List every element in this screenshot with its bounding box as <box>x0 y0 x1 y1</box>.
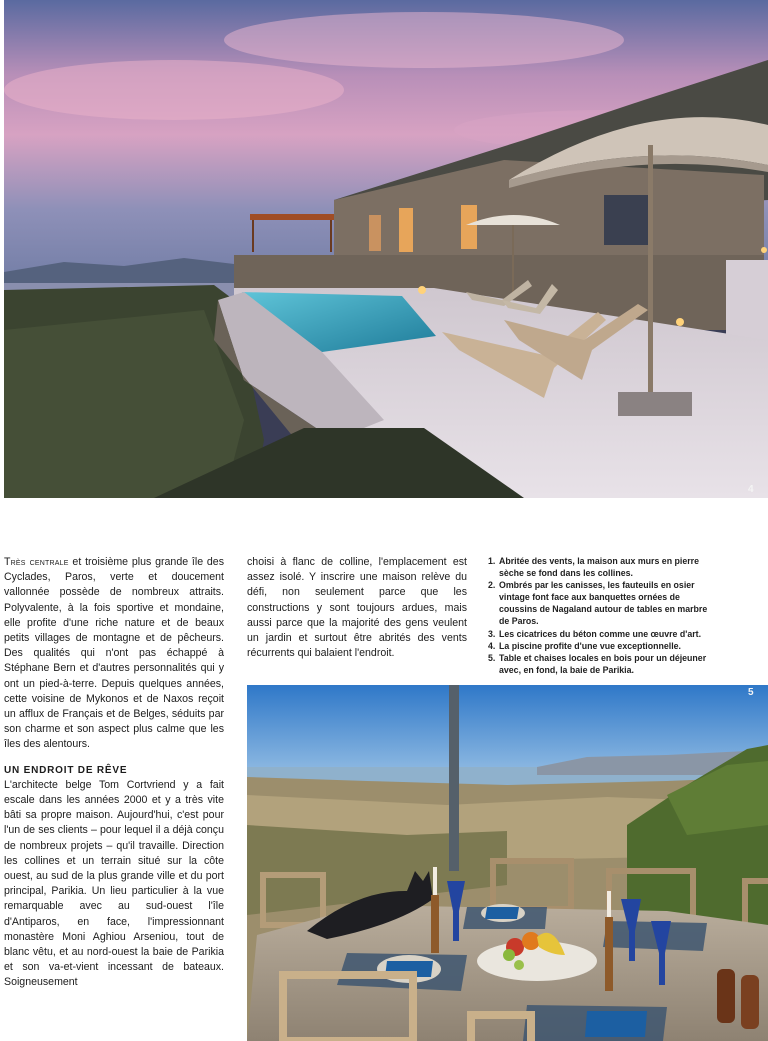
intro-text: et troisième plus grande île des Cyclades, Paros, verte et doucement vallonnée possède de nombreux attraits. Polyvalente, à la fois sportive et mondaine, elle profite d'une riche nature et de beaux petits villages de montagne et de pêcheurs. Des qualités qui n'ont pas échappé à Stéphane Bern et d'autres personnalités qui y ont un pied-à-terre. Depuis quelques années, cette voisine de Mykonos et de Naxos reçoit un afflux de Français et de Belges, séduits par son charme et son aspect plus calme que les îles des alentours. <box>4 556 224 751</box>
photo-number: 4 <box>748 484 754 495</box>
villa-pool-photo <box>4 0 768 498</box>
article-column-1 <box>4 555 224 991</box>
caption-item: 2. Ombrés par les canisses, les fauteuils en osier vintage font face aux banquettes ornées de coussins de Nagaland autour de tables en marbre de Paros. <box>488 580 708 627</box>
caption-item: 1. Abritée des vents, la maison aux murs en pierre sèche se fond dans les collines. <box>488 556 699 579</box>
body-paragraph: L'architecte belge Tom Cortvriend y a fait escale dans les années 2000 et y a très vite bâti sa propre maison. Aujourd'hui, c'est pour l'un de ses clients – pour lequel il a déjà conçu de nombreux projets – qu'il travaille. Direction les collines et un terrain situé sur la côte ouest, au sud de la plus grande ville et du port principal, Parikia. Un lieu particulier à la vue remarquable avec au sud-ouest l'île d'Antiparos, en face, l'impressionnant monastère Moni Aghiou Arseniou, tout de blanc vêtu, et au nord-ouest la baie de Parikia et son va-et-vient incessant de bateaux. Soigneusement <box>4 778 224 989</box>
body-paragraph-continued: choisi à flanc de colline, l'emplacement est assez isolé. Y inscrire une maison relève du défi, non seulement parce que les constructions y sont toujours ardues, mais aussi parce que la majorité des gens veulent un jardin et surtout être abrités des vents récurrents qui balaient l'endroit. <box>247 556 467 660</box>
villa-pool-illustration <box>4 0 768 498</box>
article-column-2 <box>247 555 467 661</box>
section-subhead: UN ENDROIT DE RÊVE <box>4 764 128 776</box>
caption-item: 3. Les cicatrices du béton comme une œuvre d'art. <box>488 628 702 639</box>
photo-number: 5 <box>748 687 754 698</box>
caption-item: 5. Table et chaises locales en bois pour un déjeuner avec, en fond, la baie de Parikia. <box>488 652 707 675</box>
lead-in: Très centrale <box>4 556 69 568</box>
caption-item: 4. La piscine profite d'une vue exceptionnelle. <box>488 640 681 651</box>
intro-paragraph <box>4 555 224 753</box>
photo-captions <box>488 555 716 676</box>
terrace-table-illustration <box>247 685 768 1041</box>
terrace-table-photo <box>247 685 768 1041</box>
